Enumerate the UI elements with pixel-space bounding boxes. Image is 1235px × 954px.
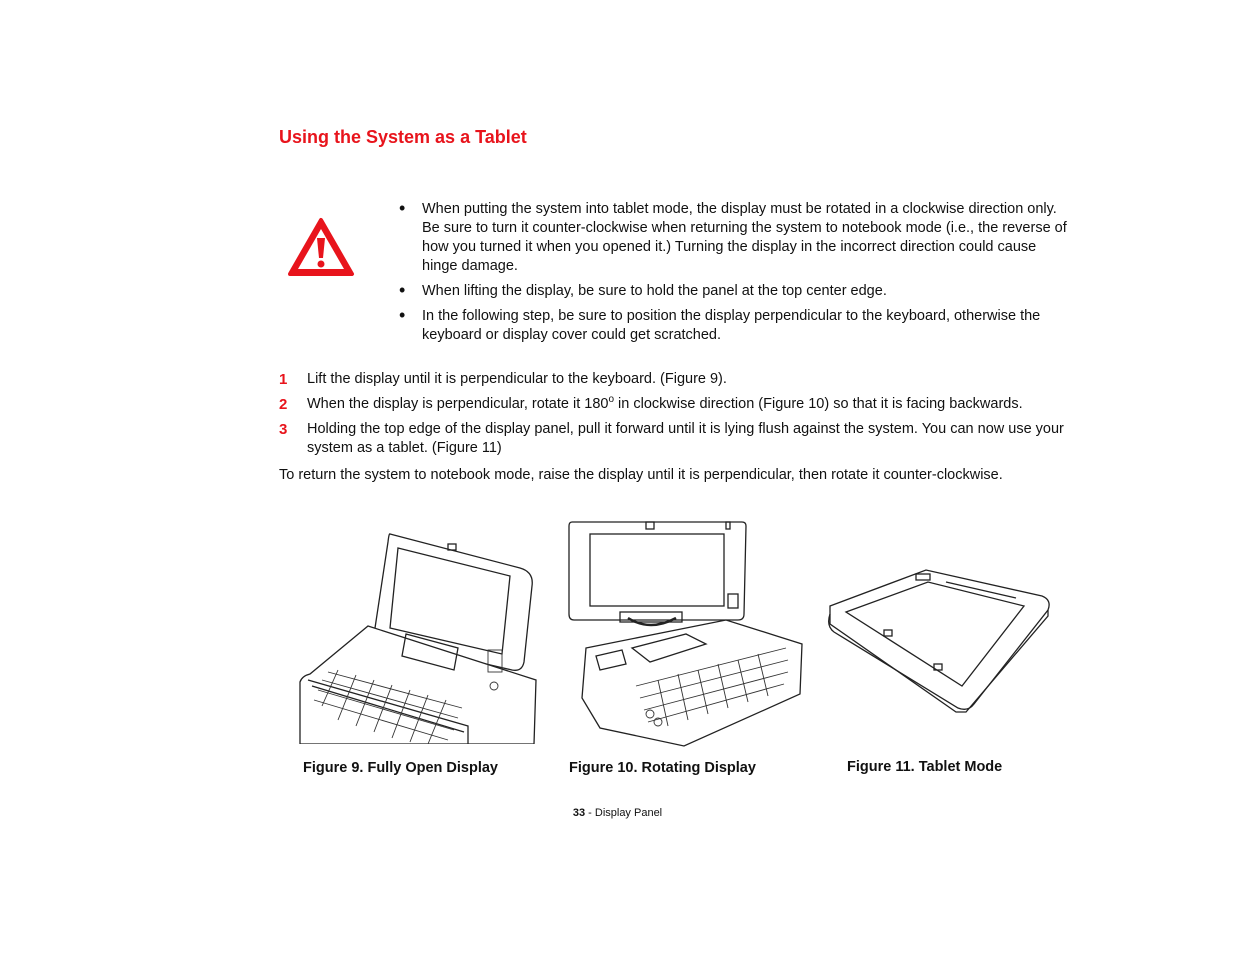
step-item [279, 370, 1079, 389]
figure-caption: Figure 10. Rotating Display [569, 760, 756, 776]
return-instructions: To return the system to notebook mode, raise the display until it is perpendicular, then rotate it counter-clockwise. [279, 467, 1003, 483]
step-text: in clockwise direction (Figure 10) so that it is facing backwards. [614, 396, 1023, 412]
step-number: 1 [279, 371, 288, 388]
steps-list [279, 370, 1079, 464]
step-text: When the display is perpendicular, rotate it 180 [307, 396, 609, 412]
degree-superscript: o [608, 394, 615, 405]
warning-triangle-icon [286, 216, 356, 278]
figure-caption: Figure 9. Fully Open Display [303, 760, 498, 776]
warning-bullet: • When putting the system into tablet mode, the display must be rotated in a clockwise direction only. Be sure to turn it counter-clockwise when returning the system to notebook mode (i.e., the reverse of how you turned it when you opened it.) Turning the display in the incorrect direction could cause hinge damage. [398, 200, 1068, 276]
figure-caption: Figure 11. Tablet Mode [847, 759, 1003, 775]
step-text: Holding the top edge of the display panel, pull it forward until it is lying flush against the system. You can now use your system as a tablet. (Figure 11) [307, 421, 1064, 456]
warning-list [398, 200, 1068, 351]
figure-fully-open-illustration [298, 530, 538, 744]
step-item [279, 420, 1079, 458]
page-footer [0, 807, 1235, 819]
step-item [279, 395, 1079, 414]
page-number: 33 [572, 807, 586, 819]
warning-bullet: • In the following step, be sure to position the display perpendicular to the keyboard, otherwise the keyboard or display cover could get scratched. [398, 307, 1068, 345]
step-text: Lift the display until it is perpendicular to the keyboard. (Figure 9). [307, 371, 727, 387]
section-heading: Using the System as a Tablet [279, 127, 527, 147]
warning-bullet: • When lifting the display, be sure to hold the panel at the top center edge. [398, 282, 1068, 301]
figure-rotating-illustration [566, 518, 806, 748]
footer-section: - Display Panel [585, 807, 663, 819]
step-number: 3 [279, 421, 288, 438]
figure-tablet-mode-illustration [826, 566, 1056, 716]
step-number: 2 [279, 396, 288, 413]
